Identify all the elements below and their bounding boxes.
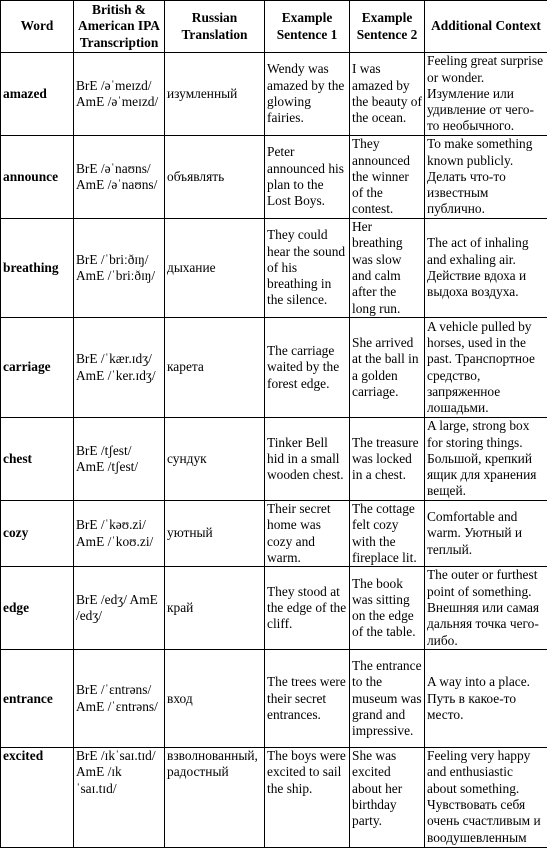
example-2-cell: The book was sitting on the edge of the table.	[350, 567, 425, 650]
ipa-cell: BrE /ˈkəʊ.zi/ AmE /ˈkoʊ.zi/	[74, 501, 165, 567]
example-1-cell: Their secret home was cozy and warm.	[265, 501, 350, 567]
example-2-cell: The cottage felt cozy with the fireplace lit.	[350, 501, 425, 567]
example-2-cell: Her breathing was slow and calm after the long run.	[350, 219, 425, 318]
table-row	[1, 219, 547, 318]
example-1-cell: Tinker Bell hid in a small wooden chest.	[265, 418, 350, 501]
russian-cell: карета	[165, 318, 265, 418]
header-russian: Russian Translation	[165, 1, 265, 53]
russian-cell: край	[165, 567, 265, 650]
context-cell: A vehicle pulled by horses, used in the past. Транспортное средство, запряженное лошадьми.	[425, 318, 547, 418]
ipa-cell: BrE /edʒ/ AmE /edʒ/	[74, 567, 165, 650]
context-cell: A large, strong box for storing things. Большой, крепкий ящик для хранения вещей.	[425, 418, 547, 501]
ipa-cell: BrE /tʃest/ AmE /tʃest/	[74, 418, 165, 501]
russian-cell: сундук	[165, 418, 265, 501]
example-2-cell: The treasure was locked in a chest.	[350, 418, 425, 501]
word-cell: entrance	[1, 650, 74, 748]
word-cell: announce	[1, 136, 74, 219]
example-1-cell: They could hear the sound of his breathing in the silence.	[265, 219, 350, 318]
example-2-cell: She arrived at the ball in a golden carriage.	[350, 318, 425, 418]
header-context: Additional Context	[425, 1, 547, 53]
example-1-cell: The carriage waited by the forest edge.	[265, 318, 350, 418]
word-cell: breathing	[1, 219, 74, 318]
word-cell: carriage	[1, 318, 74, 418]
word-cell: edge	[1, 567, 74, 650]
table-row	[1, 418, 547, 501]
ipa-cell: BrE /əˈnaʊns/ AmE /əˈnaʊns/	[74, 136, 165, 219]
example-1-cell: The boys were excited to sail the ship.	[265, 748, 350, 848]
header-example-1: Example Sentence 1	[265, 1, 350, 53]
header-row	[1, 1, 547, 53]
ipa-cell: BrE /ˈɛntrəns/ AmE /ˈɛntrəns/	[74, 650, 165, 748]
example-1-cell: They stood at the edge of the cliff.	[265, 567, 350, 650]
russian-cell: дыхание	[165, 219, 265, 318]
table-row	[1, 501, 547, 567]
context-cell: To make something known publicly. Делать что-то известным публично.	[425, 136, 547, 219]
example-2-cell: I was amazed by the beauty of the ocean.	[350, 53, 425, 136]
context-cell: The outer or furthest point of something. Внешняя или самая дальняя точка чего-либо.	[425, 567, 547, 650]
header-example-2: Example Sentence 2	[350, 1, 425, 53]
example-2-cell: The entrance to the museum was grand and impressive.	[350, 650, 425, 748]
ipa-cell: BrE /ɪkˈsaɪ.tɪd/ AmE /ɪk ˈsaɪ.tɪd/	[74, 748, 165, 848]
context-cell: The act of inhaling and exhaling air. Действие вдоха и выдоха воздуха.	[425, 219, 547, 318]
word-cell: cozy	[1, 501, 74, 567]
header-word: Word	[1, 1, 74, 53]
example-1-cell: The trees were their secret entrances.	[265, 650, 350, 748]
context-cell: Feeling very happy and enthusiastic about something. Чувствовать себя очень счастливым и воодушевленным	[425, 748, 547, 848]
table-row	[1, 567, 547, 650]
example-1-cell: Wendy was amazed by the glowing fairies.	[265, 53, 350, 136]
table-row	[1, 748, 547, 848]
russian-cell: уютный	[165, 501, 265, 567]
context-cell: Comfortable and warm. Уютный и теплый.	[425, 501, 547, 567]
word-cell: amazed	[1, 53, 74, 136]
context-cell: Feeling great surprise or wonder. Изумление или удивление от чего-то необычного.	[425, 53, 547, 136]
example-2-cell: They announced the winner of the contest.	[350, 136, 425, 219]
table-row	[1, 136, 547, 219]
russian-cell: взволнованный, радостный	[165, 748, 265, 848]
ipa-cell: BrE /ˈkær.ɪdʒ/ AmE /ˈker.ɪdʒ/	[74, 318, 165, 418]
table-row	[1, 318, 547, 418]
table-row	[1, 650, 547, 748]
context-cell: A way into a place. Путь в какое-то место.	[425, 650, 547, 748]
word-cell: chest	[1, 418, 74, 501]
ipa-cell: BrE /əˈmeɪzd/ AmE /əˈmeɪzd/	[74, 53, 165, 136]
example-1-cell: Peter announced his plan to the Lost Boys.	[265, 136, 350, 219]
russian-cell: изумленный	[165, 53, 265, 136]
example-2-cell: She was excited about her birthday party.	[350, 748, 425, 848]
ipa-cell: BrE /ˈbriːðɪŋ/ AmE /ˈbriːðɪŋ/	[74, 219, 165, 318]
header-ipa: British & American IPA Transcription	[74, 1, 165, 53]
russian-cell: объявлять	[165, 136, 265, 219]
word-cell: excited	[1, 748, 74, 848]
table-row	[1, 53, 547, 136]
russian-cell: вход	[165, 650, 265, 748]
